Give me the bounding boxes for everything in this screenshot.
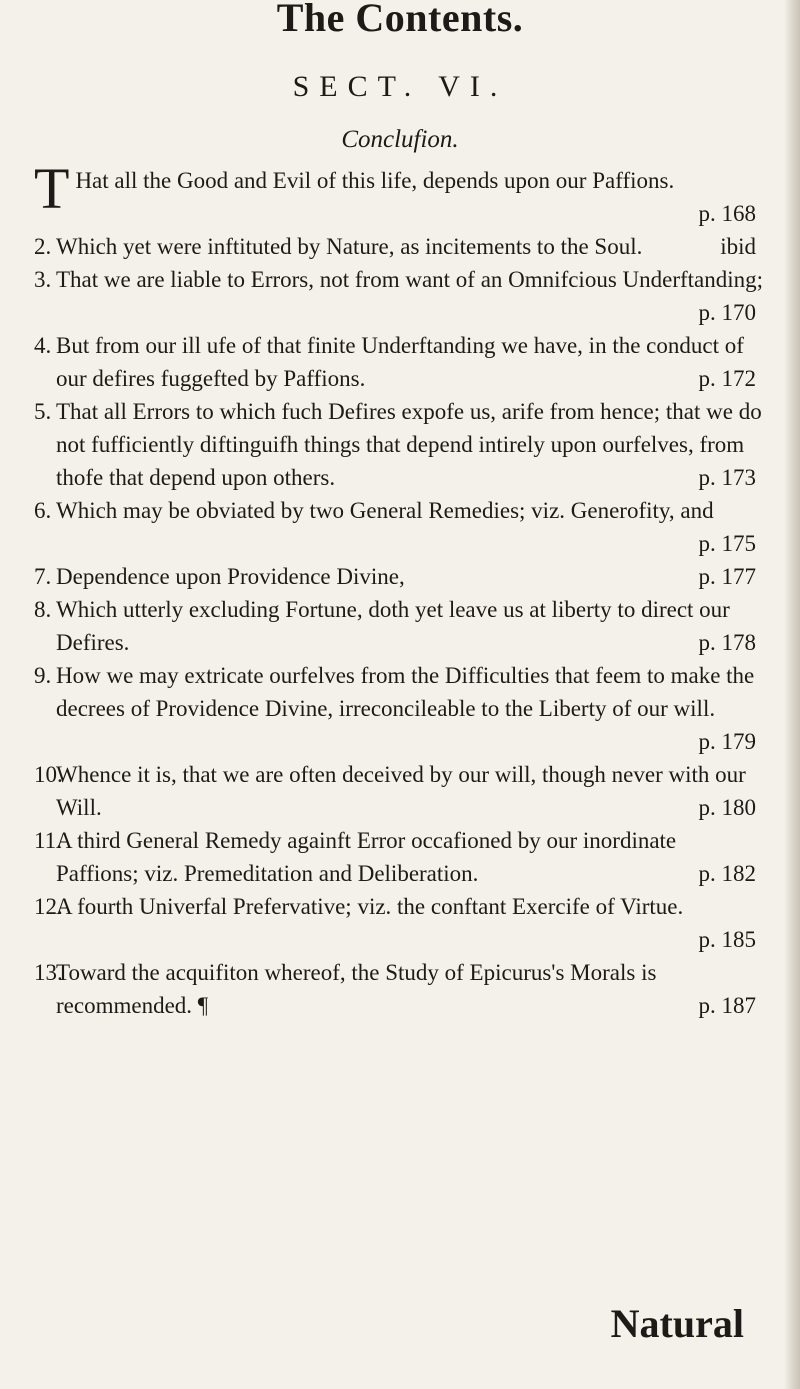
contents-entry	[34, 263, 764, 329]
entry-page: p. 187	[698, 993, 756, 1018]
entry-page: p. 180	[698, 795, 756, 820]
entry-number: 10.	[34, 762, 63, 787]
entry-number: 4.	[34, 333, 52, 358]
contents-entry	[34, 230, 764, 263]
section-heading: SECT. VI.	[292, 70, 508, 103]
entry-number: 9.	[34, 663, 52, 688]
entry-page: p. 172	[698, 366, 756, 391]
entry-page: p. 175	[698, 531, 756, 556]
contents-entry	[34, 659, 764, 758]
contents-entry	[34, 329, 764, 395]
entry-number: 7.	[34, 564, 52, 589]
contents-entry	[34, 395, 764, 494]
entry-text: How we may extricate ourfelves from the Difficulties that feem to make the decrees of Providence Divine, irreconcileable to the Liberty of our will.	[56, 663, 755, 721]
entry-text: That we are liable to Errors, not from want of an Omnifcious Underftanding;	[56, 267, 764, 292]
running-header: The Contents.	[276, 0, 524, 40]
entry-page: p. 179	[698, 729, 756, 754]
entry-number: 8.	[34, 597, 52, 622]
entry-number: 5.	[34, 399, 52, 424]
entry-number: 6.	[34, 498, 52, 523]
entry-number: 12.	[34, 894, 63, 919]
entry-text: Which yet were inftituted by Nature, as incitements to the Soul.	[56, 234, 643, 259]
entry-number: 13.	[34, 960, 63, 985]
entry-page: p. 173	[698, 465, 756, 490]
entry-text: Which may be obviated by two General Remedies; viz. Generofity, and	[56, 498, 714, 523]
entry-text: Which utterly excluding Fortune, doth yet leave us at liberty to direct our Defires.	[56, 597, 730, 655]
entry-text: Dependence upon Providence Divine,	[56, 564, 405, 589]
contents-list	[34, 156, 764, 1022]
entry-text: A fourth Univerfal Prefervative; viz. the conftant Exercife of Virtue.	[56, 894, 684, 919]
contents-entry	[34, 824, 764, 890]
entry-text: Whence it is, that we are often deceived by our will, though never with our Will.	[56, 762, 746, 820]
entry-page: p. 182	[698, 861, 756, 886]
entry-text: But from our ill ufe of that finite Underftanding we have, in the conduct of our defires fuggefted by Paffions.	[56, 333, 744, 391]
contents-entry	[34, 593, 764, 659]
contents-entry	[34, 494, 764, 560]
entry-page: p. 177	[698, 564, 756, 589]
entry-text: That all Errors to which fuch Defires expofe us, arife from hence; that we do not fufficiently diftinguifh things that depend intirely upon ourfelves, from thofe that depend upon others.	[56, 399, 762, 490]
entry-text: Toward the acquifiton whereof, the Study of Epicurus's Morals is recommended. ¶	[56, 960, 657, 1018]
contents-entry	[34, 560, 764, 593]
contents-entry	[34, 758, 764, 824]
page-edge	[784, 0, 800, 1389]
entry-page: p. 178	[698, 630, 756, 655]
contents-entry	[34, 156, 764, 230]
entry-page: p. 185	[698, 927, 756, 952]
entry-number: 11.	[34, 828, 62, 853]
section-subtitle: Conclufion.	[341, 126, 459, 153]
entry-page: p. 168	[698, 201, 756, 226]
drop-cap: T	[34, 156, 70, 221]
contents-entry	[34, 956, 764, 1022]
entry-text: A third General Remedy againft Error occafioned by our inordinate Paffions; viz. Premeditation and Deliberation.	[56, 828, 677, 886]
contents-entry	[34, 890, 764, 956]
entry-number: 2.	[34, 234, 52, 259]
entry-page: ibid	[720, 234, 756, 259]
entry-number: 3.	[34, 267, 52, 292]
entry-text: Hat all the Good and Evil of this life, depends upon our Paffions.	[75, 168, 675, 193]
entry-page: p. 170	[698, 300, 756, 325]
catchword: Natural	[610, 1301, 744, 1346]
